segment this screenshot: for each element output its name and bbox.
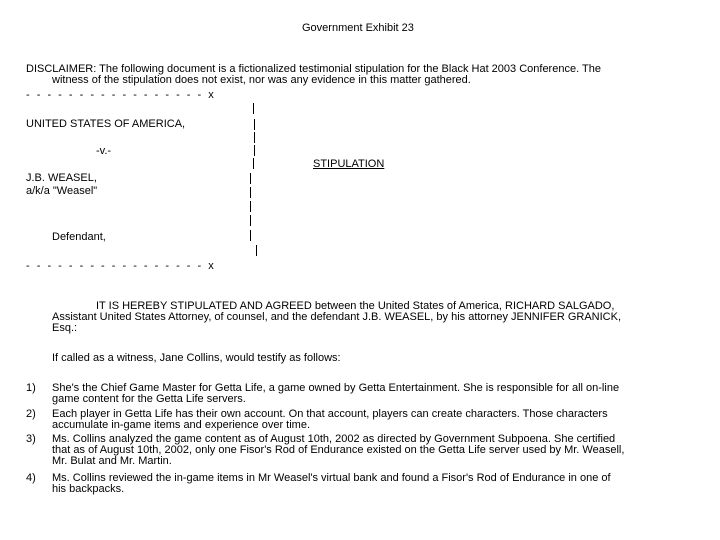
caption-top-dash-line: - - - - - - - - - - - - - - - - - x	[26, 89, 214, 101]
caption-defendant-label: Defendant,	[52, 231, 106, 243]
exhibit-title: Government Exhibit 23	[302, 22, 414, 34]
caption-divider-2	[254, 119, 255, 130]
caption-plaintiff: UNITED STATES OF AMERICA,	[26, 118, 186, 130]
intro-line-1: IT IS HEREBY STIPULATED AND AGREED between the United States of America, RICHARD SALGADO,	[96, 300, 615, 312]
item-2-line-1: Each player in Getta Life has their own account. On that account, players can create characters. Those characters	[52, 408, 608, 420]
item-3-line-1: Ms. Collins analyzed the game content as of August 10th, 2002 as directed by Government Subpoena. She certified	[52, 433, 616, 445]
item-1-number: 1)	[26, 382, 36, 394]
caption-divider-9	[250, 215, 251, 226]
caption-divider-7	[250, 187, 251, 198]
caption-divider-11	[256, 245, 257, 256]
stipulation-title: STIPULATION	[313, 158, 385, 170]
disclaimer-line-1: DISCLAIMER: The following document is a fictionalized testimonial stipulation for the Black Hat 2003 Conference. The	[26, 63, 601, 75]
caption-divider-10	[250, 230, 251, 241]
intro-line-2: Assistant United States Attorney, of counsel, and the defendant J.B. WEASEL, by his attorney JENNIFER GRANICK,	[52, 311, 622, 323]
caption-divider-3	[254, 132, 255, 143]
caption-divider-6	[250, 173, 251, 184]
item-4-line-2: his backpacks.	[52, 483, 125, 495]
caption-versus: -v.-	[96, 145, 112, 157]
caption-divider-1	[253, 103, 254, 114]
caption-defendant-alias: a/k/a "Weasel"	[26, 185, 98, 197]
item-3-number: 3)	[26, 433, 36, 445]
caption-defendant-name: J.B. WEASEL,	[26, 172, 97, 184]
item-4-line-1: Ms. Collins reviewed the in-game items in Mr Weasel's virtual bank and found a Fisor's Rod of Endurance in one of	[52, 472, 611, 484]
item-1-line-2: game content for the Getta Life servers.	[52, 393, 246, 405]
item-3-line-2: that as of August 10th, 2002, only one Fisor's Rod of Endurance existed on the Getta Life server used by Mr. Weasell,	[52, 444, 625, 456]
item-2-line-2: accumulate in-game items and experience over time.	[52, 419, 311, 431]
disclaimer-line-2: witness of the stipulation does not exist, nor was any evidence in this matter gathered.	[52, 74, 471, 86]
item-4-number: 4)	[26, 472, 36, 484]
caption-divider-4	[254, 145, 255, 156]
witness-line: If called as a witness, Jane Collins, would testify as follows:	[52, 352, 341, 364]
caption-bottom-dash-line: - - - - - - - - - - - - - - - - - x	[26, 260, 214, 272]
item-2-number: 2)	[26, 408, 36, 420]
item-1-line-1: She's the Chief Game Master for Getta Life, a game owned by Getta Entertainment. She is responsible for all on-line	[52, 382, 620, 394]
caption-divider-8	[250, 201, 251, 212]
intro-line-3: Esq.:	[52, 322, 78, 334]
item-3-line-3: Mr. Bulat and Mr. Martin.	[52, 455, 172, 467]
caption-divider-5	[253, 158, 254, 169]
